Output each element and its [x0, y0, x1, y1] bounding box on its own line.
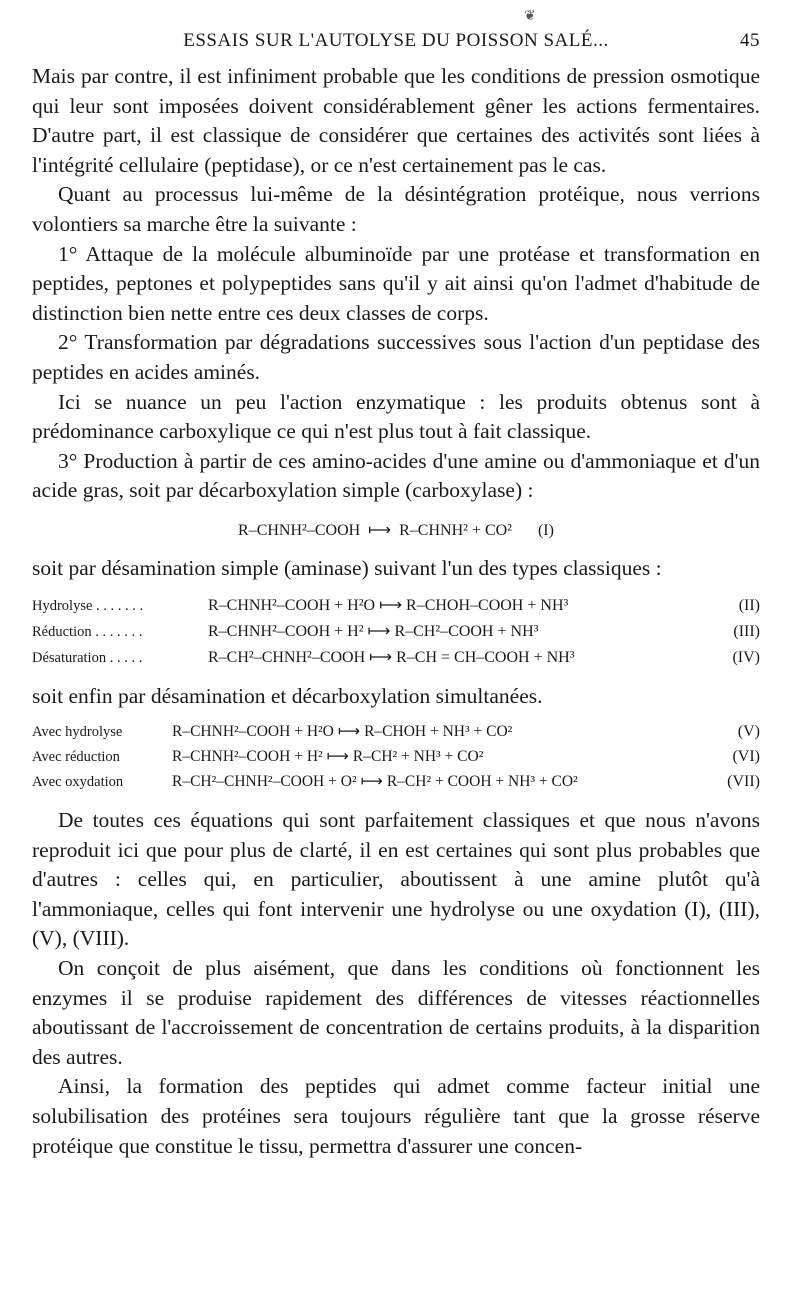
- paragraph-peptide-formation: Ainsi, la formation des peptides qui admet comme facteur initial une solubilisation des protéines sera toujours régulière tant que la grosse réserve protéique que constitue le tissu, permettra d'assurer une concen-: [32, 1074, 760, 1158]
- reaction-arrow: ⟼: [367, 622, 391, 640]
- equation-row: [32, 744, 760, 769]
- equation-label: Avec hydrolyse: [32, 724, 123, 741]
- page-number: 45: [740, 30, 760, 51]
- paragraph-step-2: 2° Transformation par dégradations successives sous l'action d'un peptidase des peptides en acides aminés.: [32, 330, 760, 384]
- equation-left: R–CHNH²–COOH + H²: [208, 622, 364, 640]
- equation-row: [32, 769, 760, 794]
- paragraph-reaction-speeds: On conçoit de plus aisément, que dans les conditions où fonctionnent les enzymes il se produise rapidement des différences de vitesses réactionnelles aboutissant de l'accroissement de concentration de certains produits, à la disparition des autres.: [32, 956, 760, 1069]
- paragraph-process-intro: Quant au processus lui-même de la désintégration protéique, nous verrions volontiers sa marche être la suivante :: [32, 182, 760, 236]
- reaction-arrow: ⟼: [368, 521, 392, 539]
- equation: [172, 744, 712, 769]
- paragraph-equations-discussion: De toutes ces équations qui sont parfaitement classiques et que nous n'avons reproduit ici que pour plus de clarté, il en est certaines qui sont plus probables que d'autres : celles qui, en particulier, aboutissent à une amine plutôt qu'à l'ammoniaque, celles qui font intervenir une hydrolyse ou une oxydation (I), (III), (V), (VIII).: [32, 808, 760, 951]
- paragraph-deamination: soit par désamination simple (aminase) suivant l'un des types classiques :: [32, 555, 662, 580]
- equation-number: (I): [537, 521, 554, 539]
- equation: [208, 592, 712, 618]
- equation-label: Avec réduction: [32, 749, 120, 766]
- equation-label: Réduction . . . . . . .: [32, 623, 143, 640]
- equation-right: R–CHNH² + CO²: [399, 521, 512, 539]
- deamination-equations: [32, 592, 760, 670]
- paragraph-enzymatic-nuance: Ici se nuance un peu l'action enzymatique : les produits obtenus sont à prédominance carboxylique ce qui n'est plus tout à fait classique.: [32, 389, 760, 444]
- equation-label: Hydrolyse . . . . . . .: [32, 597, 144, 614]
- equation-number: (II): [738, 596, 760, 614]
- equation-row: [32, 719, 760, 744]
- equation-row: [32, 592, 760, 618]
- equation-row: [32, 618, 760, 644]
- equation-right: R–CH² + NH³ + CO²: [352, 748, 484, 766]
- equation-label: Désaturation . . . . .: [32, 649, 143, 666]
- paragraph-osmotic-pressure: Mais par contre, il est infiniment probable que les conditions de pression osmotique qui leur sont imposées doivent considérablement gêner les actions fermentaires. D'autre part, il est classique de considérer que certaines des activités sont liées à l'intégrité cellulaire (peptidase), or ce n'est certainement pas le cas.: [32, 64, 760, 177]
- reaction-arrow: ⟼: [379, 596, 403, 614]
- reaction-arrow: ⟼: [360, 773, 383, 791]
- equation-right: R–CH²–COOH + NH³: [394, 622, 539, 640]
- equation-left: R–CHNH²–COOH + H²O: [172, 723, 334, 741]
- equation-decarboxylation: [32, 520, 760, 540]
- equation: [172, 719, 712, 744]
- equation-number: (VI): [732, 748, 760, 766]
- equation-number: (V): [737, 723, 760, 741]
- equation-right: R–CH² + COOH + NH³ + CO²: [386, 773, 578, 791]
- equation-left: R–CHNH²–COOH + H²: [172, 748, 323, 766]
- page: [32, 9, 760, 1161]
- equation-label: Avec oxydation: [32, 774, 124, 791]
- equation-number: (IV): [732, 648, 760, 666]
- running-header: [32, 9, 760, 56]
- ink-mark: ❦: [524, 9, 537, 24]
- paragraph-simultaneous: soit enfin par désamination et décarboxylation simultanées.: [32, 683, 543, 708]
- equation-number: (III): [733, 622, 760, 640]
- equation-left: R–CH²–CHNH²–COOH + O²: [172, 773, 357, 791]
- equation-right: R–CHOH + NH³ + CO²: [364, 723, 513, 741]
- equation-row: [32, 644, 760, 670]
- equation-left: R–CH²–CHNH²–COOH: [208, 648, 366, 666]
- equation-left: R–CHNH²–COOH: [238, 521, 361, 539]
- equation-number: (VII): [727, 773, 760, 791]
- equation-right: R–CH = CH–COOH + NH³: [396, 648, 575, 666]
- reaction-arrow: ⟼: [337, 723, 361, 741]
- equation-right: R–CHOH–COOH + NH³: [406, 596, 569, 614]
- paragraph-step-3: 3° Production à partir de ces amino-acides d'une amine ou d'ammoniaque et d'un acide gras, soit par décarboxylation simple (carboxylase) :: [32, 448, 760, 503]
- equation-left: R–CHNH²–COOH + H²O: [208, 596, 376, 614]
- simultaneous-equations: [32, 719, 760, 794]
- running-title: ESSAIS SUR L'AUTOLYSE DU POISSON SALÉ...: [183, 30, 609, 51]
- reaction-arrow: ⟼: [326, 748, 349, 766]
- equation: [208, 618, 712, 644]
- equation: [208, 644, 712, 670]
- equation: [172, 769, 712, 794]
- paragraph-step-1: 1° Attaque de la molécule albuminoïde par une protéase et transformation en peptides, peptones et polypeptides sans qu'il y ait ainsi qu'on l'admet d'habitude de distinction bien nette entre ces deux classes de corps.: [32, 241, 760, 325]
- reaction-arrow: ⟼: [369, 648, 393, 666]
